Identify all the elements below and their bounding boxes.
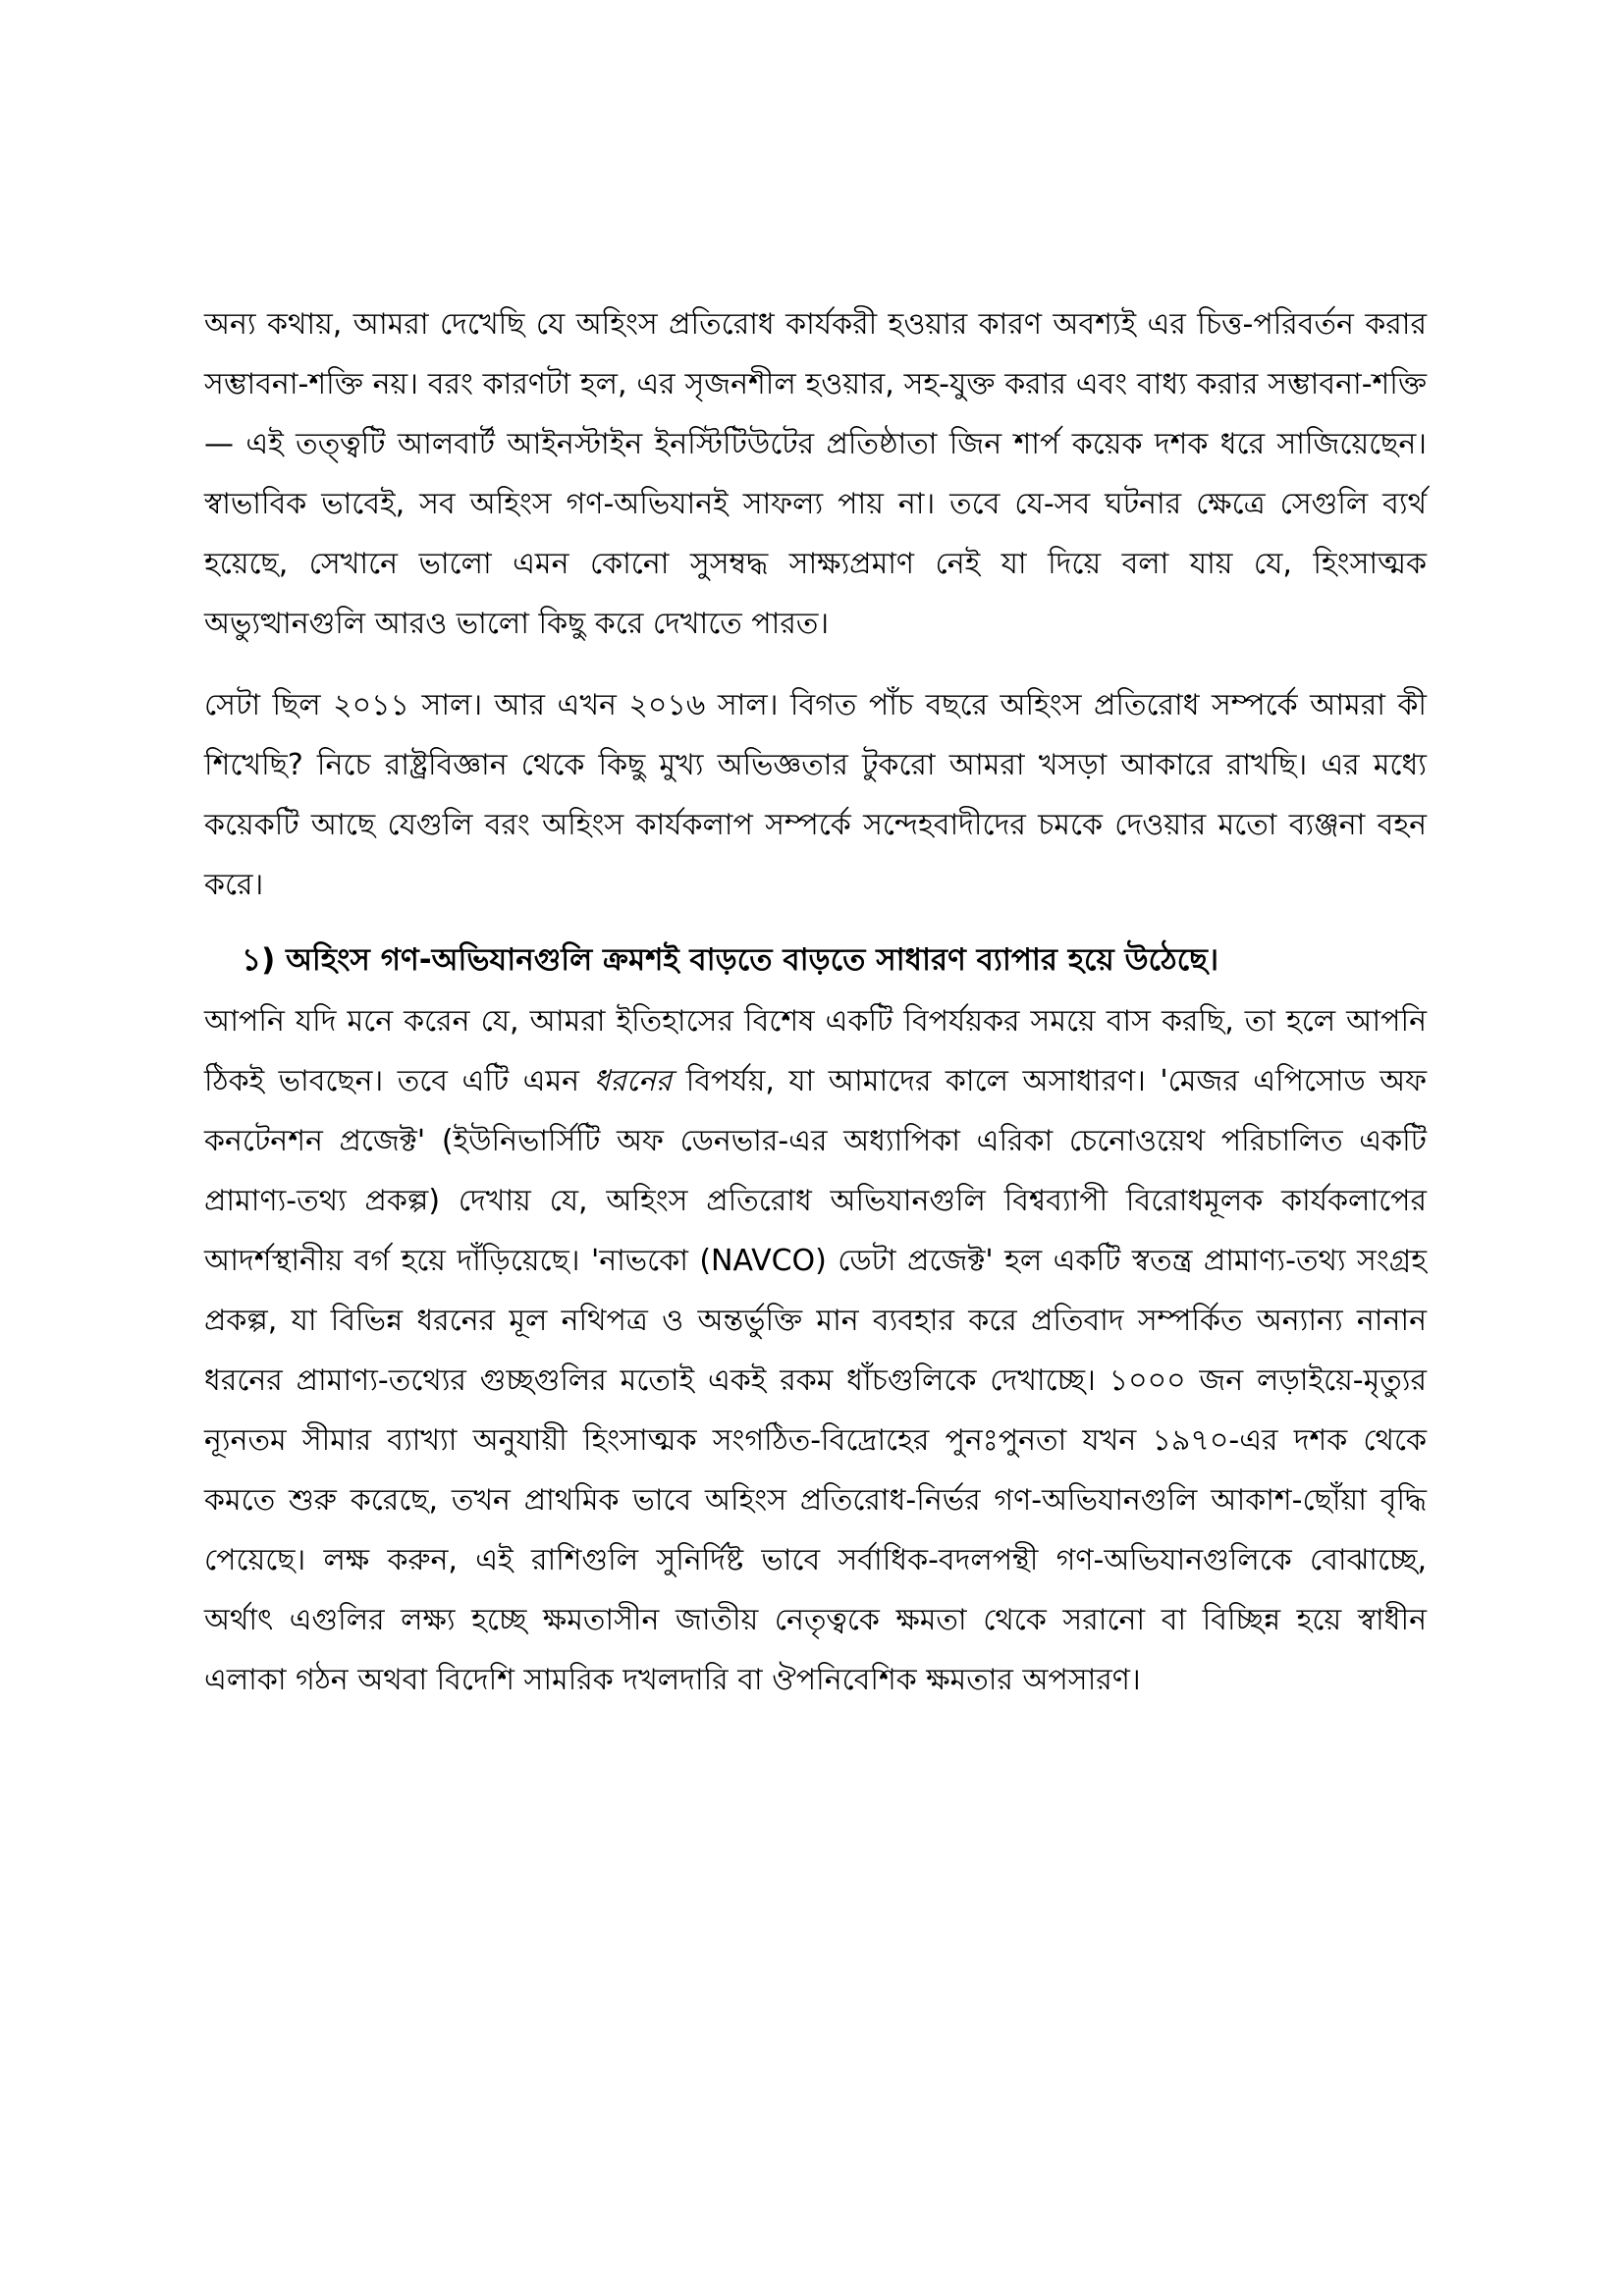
paragraph-text: বিপর্যয়, যা আমাদের কালে অসাধারণ। 'মেজর এপিসোড অফ কনটেনশন প্রজেক্ট' (ইউনিভার্সিটি অফ ডেনভার-এর অধ্যাপিকা এরিকা চেনোওয়েথ পরিচালিত একটি প্রামাণ্য-তথ্য প্রকল্প) দেখায় যে, অহিংস প্রতিরোধ অভিযানগুলি বিশ্বব্যাপী বিরোধমূলক কার্যকলাপের আদর্শস্থানীয় বর্গ হয়ে দাঁড়িয়েছে। 'নাভকো (NAVCO) ডেটা প্রজেক্ট' হল একটি স্বতন্ত্র প্রামাণ্য-তথ্য সংগ্রহ প্রকল্প, যা বিভিন্ন ধরনের মূল নথিপত্র ও অন্তর্ভুক্তি মান ব্যবহার করে প্রতিবাদ সম্পর্কিত অন্যান্য নানান ধরনের প্রামাণ্য-তথ্যের গুচ্ছগুলির মতোই একই রকম ধাঁচগুলিকে দেখাচ্ছে। ১০০০ জন লড়াইয়ে-মৃত্যুর ন্যূনতম সীমার ব্যাখ্যা অনুযায়ী হিংসাত্মক সংগঠিত-বিদ্রোহের পুনঃপুনতা যখন ১৯৭০-এর দশক থেকে কমতে শুরু করেছে, তখন প্রাথমিক ভাবে অহিংস প্রতিরোধ-নির্ভর গণ-অভিযানগুলি আকাশ-ছোঁয়া বৃদ্ধি পেয়েছে। লক্ষ করুন, এই রাশিগুলি সুনির্দিষ্ট ভাবে সর্বাধিক-বদলপন্থী গণ-অভিযানগুলিকে বোঝাচ্ছে, অর্থাৎ এগুলির লক্ষ্য হচ্ছে ক্ষমতাসীন জাতীয় নেতৃত্বকে ক্ষমতা থেকে সরানো বা বিচ্ছিন্ন হয়ে স্বাধীন এলাকা গঠন অথবা বিদেশি সামরিক দখলদারি বা ঔপনিবেশিক ক্ষমতার অপসারণ।	[204, 1064, 1427, 1697]
document-body	[204, 294, 1427, 1710]
section-heading: ১) অহিংস গণ-অভিযানগুলি ক্রমশই বাড়তে বাড়তে সাধারণ ব্যাপার হয়ে উঠেছে।	[242, 942, 1219, 978]
body-paragraph: সেটা ছিল ২০১১ সাল। আর এখন ২০১৬ সাল। বিগত পাঁচ বছরে অহিংস প্রতিরোধ সম্পর্কে আমরা কী শিখেছি? নিচে রাষ্ট্রবিজ্ঞান থেকে কিছু মুখ্য অভিজ্ঞতার টুকরো আমরা খসড়া আকারে রাখছি। এর মধ্যে কয়েকটি আছে যেগুলি বরং অহিংস কার্যকলাপ সম্পর্কে সন্দেহবাদীদের চমকে দেওয়ার মতো ব্যঞ্জনা বহন করে।	[204, 688, 1427, 902]
body-paragraph	[204, 991, 1427, 1710]
paragraph-text: আপনি যদি মনে করেন যে, আমরা ইতিহাসের বিশেষ একটি বিপর্যয়কর সময়ে বাস করছি, তা হলে আপনি ঠিকই ভাবছেন। তবে এটি এমন	[204, 1004, 1427, 1098]
italic-emphasis: ধরনের	[593, 1064, 673, 1098]
body-paragraph: অন্য কথায়, আমরা দেখেছি যে অহিংস প্রতিরোধ কার্যকরী হওয়ার কারণ অবশ্যই এর চিত্ত-পরিবর্তন করার সম্ভাবনা-শক্তি নয়। বরং কারণটা হল, এর সৃজনশীল হওয়ার, সহ-যুক্ত করার এবং বাধ্য করার সম্ভাবনা-শক্তি — এই তত্ত্বটি আলবার্ট আইনস্টাইন ইনস্টিটিউটের প্রতিষ্ঠাতা জিন শার্প কয়েক দশক ধরে সাজিয়েছেন। স্বাভাবিক ভাবেই, সব অহিংস গণ-অভিযানই সাফল্য পায় না। তবে যে-সব ঘটনার ক্ষেত্রে সেগুলি ব্যর্থ হয়েছে, সেখানে ভালো এমন কোনো সুসম্বদ্ধ সাক্ষ্যপ্রমাণ নেই যা দিয়ে বলা যায় যে, হিংসাত্মক অভ্যুত্থানগুলি আরও ভালো কিছু করে দেখাতে পারত।	[204, 307, 1427, 641]
